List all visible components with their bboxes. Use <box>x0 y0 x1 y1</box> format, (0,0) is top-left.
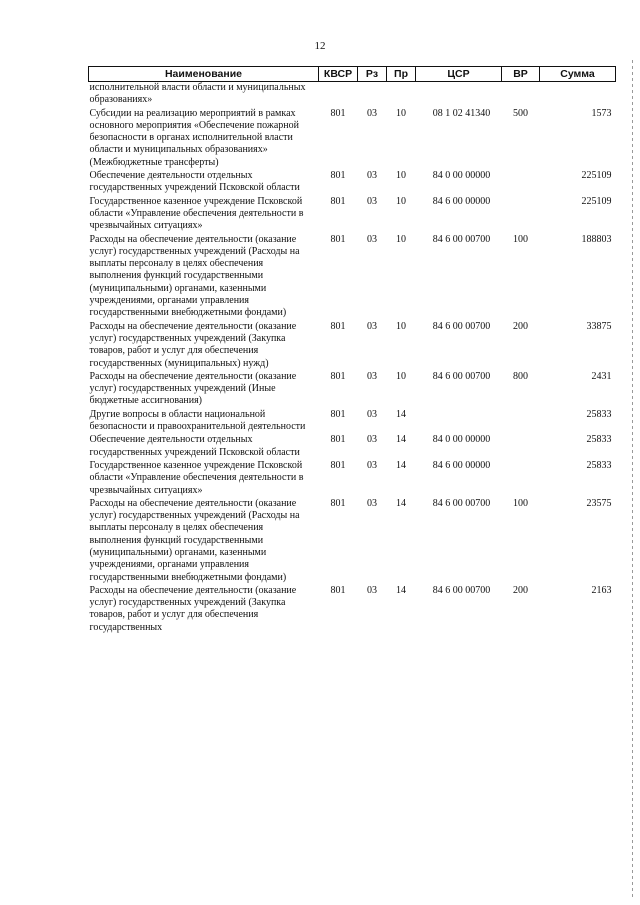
row-name: Субсидии на реализацию мероприятий в рамках основного мероприятия «Обеспечение пожарной безопасности в органах исполнительной власти области и муниципальных образованиях» (Межбюджетные трансферты) <box>89 107 299 168</box>
row-csr <box>416 409 502 435</box>
row-rz: 03 <box>367 320 377 332</box>
row-sum: 25833 <box>586 459 612 471</box>
row-csr: 84 6 00 00700 <box>432 584 491 596</box>
row-kvsr: 801 <box>330 107 346 119</box>
row-sum: 25833 <box>586 434 612 446</box>
row-csr: 84 6 00 00700 <box>432 497 491 509</box>
row-kvsr: 801 <box>330 320 346 332</box>
table-body <box>89 82 616 636</box>
page-number: 12 <box>314 40 326 52</box>
row-vr: 800 <box>513 370 528 382</box>
row-name: Расходы на обеспечение деятельности (оказание услуг) государственных учреждений (Расходы на выплаты персоналу в целях обеспечения выполнения функций государственными (муниципальными) органами, казенными учреждениями, органами управления государственными внебюджетными фондами) <box>89 233 300 319</box>
row-kvsr: 801 <box>330 408 346 420</box>
row-csr: 84 0 00 00000 <box>432 170 491 182</box>
table-row <box>89 234 616 321</box>
row-kvsr: 801 <box>330 170 346 182</box>
row-sum: 2431 <box>591 370 612 382</box>
row-rz: 03 <box>367 195 377 207</box>
row-rz: 03 <box>367 107 377 119</box>
row-name: Обеспечение деятельности отдельных государственных учреждений Псковской области <box>89 434 300 458</box>
row-name: Государственное казенное учреждение Псковской области «Управление обеспечения деятельности в чрезвычайных ситуациях» <box>89 459 304 496</box>
row-vr: 100 <box>513 497 528 509</box>
row-pr: 14 <box>396 408 406 420</box>
row-name: Обеспечение деятельности отдельных государственных учреждений Псковской области <box>89 170 300 194</box>
row-sum: 2163 <box>591 584 612 596</box>
row-vr <box>502 196 540 234</box>
row-csr: 84 0 00 00000 <box>432 434 491 446</box>
row-pr <box>387 82 416 108</box>
row-vr: 200 <box>513 584 528 596</box>
row-pr: 10 <box>396 107 406 119</box>
table-row <box>89 82 616 108</box>
row-vr: 100 <box>513 233 528 245</box>
row-pr: 10 <box>396 233 406 245</box>
row-pr: 14 <box>396 459 406 471</box>
row-csr: 84 6 00 00700 <box>432 320 491 332</box>
row-rz: 03 <box>367 370 377 382</box>
row-csr: 84 6 00 00000 <box>432 459 491 471</box>
row-rz <box>358 82 387 108</box>
row-pr: 10 <box>396 170 406 182</box>
row-name: Расходы на обеспечение деятельности (оказание услуг) государственных учреждений (Закупка товаров, работ и услуг для обеспечения государственных (муниципальных) нужд) <box>89 320 297 369</box>
row-sum: 225109 <box>581 195 612 207</box>
row-sum: 33875 <box>586 320 612 332</box>
row-pr: 10 <box>396 195 406 207</box>
table-row <box>89 434 616 460</box>
row-vr <box>502 170 540 196</box>
budget-table <box>88 66 616 635</box>
row-name: Расходы на обеспечение деятельности (оказание услуг) государственных учреждений (Расходы на выплаты персоналу в целях обеспечения выполнения функций государственными (муниципальными) органами, казенными учреждениями, органами управления государственными внебюджетными фондами) <box>89 497 300 583</box>
row-name: Расходы на обеспечение деятельности (оказание услуг) государственных учреждений (Закупка товаров, работ и услуг для обеспечения государственных <box>89 584 297 633</box>
header-kvsr: КВСР <box>319 67 358 82</box>
row-kvsr: 801 <box>330 233 346 245</box>
row-kvsr <box>319 82 358 108</box>
header-pr: Пр <box>387 67 416 82</box>
table-row <box>89 196 616 234</box>
table-row <box>89 498 616 585</box>
row-kvsr: 801 <box>330 434 346 446</box>
row-csr: 84 6 00 00000 <box>432 195 491 207</box>
table-row <box>89 585 616 635</box>
row-name: Другие вопросы в области национальной безопасности и правоохранительной деятельности <box>89 408 306 433</box>
row-name: исполнительной власти области и муниципальных образованиях» <box>89 82 306 106</box>
row-csr: 08 1 02 41340 <box>432 107 491 119</box>
table-row <box>89 321 616 371</box>
row-sum: 1573 <box>591 107 612 119</box>
row-vr: 200 <box>513 320 528 332</box>
row-rz: 03 <box>367 233 377 245</box>
header-vr: ВР <box>502 67 540 82</box>
row-name: Государственное казенное учреждение Псковской области «Управление обеспечения деятельности в чрезвычайных ситуациях» <box>89 195 304 232</box>
row-pr: 14 <box>396 434 406 446</box>
table-row <box>89 170 616 196</box>
row-pr: 14 <box>396 497 406 509</box>
row-vr <box>502 82 540 108</box>
row-rz: 03 <box>367 434 377 446</box>
header-csr: ЦСР <box>416 67 502 82</box>
row-sum: 225109 <box>581 170 612 182</box>
row-rz: 03 <box>367 408 377 420</box>
table-row <box>89 409 616 435</box>
row-kvsr: 801 <box>330 584 346 596</box>
row-vr: 500 <box>513 107 528 119</box>
row-pr: 14 <box>396 584 406 596</box>
row-vr <box>502 434 540 460</box>
table-row <box>89 108 616 170</box>
row-rz: 03 <box>367 170 377 182</box>
row-rz: 03 <box>367 497 377 509</box>
row-sum: 23575 <box>586 497 612 509</box>
table-row <box>89 460 616 498</box>
row-pr: 10 <box>396 320 406 332</box>
header-sum: Сумма <box>540 67 616 82</box>
row-kvsr: 801 <box>330 195 346 207</box>
row-pr: 10 <box>396 370 406 382</box>
row-name: Расходы на обеспечение деятельности (оказание услуг) государственных учреждений (Иные бюджетные ассигнования) <box>89 370 297 407</box>
row-vr <box>502 460 540 498</box>
row-sum <box>540 82 616 108</box>
table-header-row <box>89 67 616 82</box>
row-vr <box>502 409 540 435</box>
row-kvsr: 801 <box>330 370 346 382</box>
row-sum: 188803 <box>581 233 612 245</box>
row-csr: 84 6 00 00700 <box>432 233 491 245</box>
row-csr <box>416 82 502 108</box>
scan-edge-line <box>632 60 633 900</box>
header-rz: Рз <box>358 67 387 82</box>
header-name: Наименование <box>89 67 319 82</box>
row-rz: 03 <box>367 459 377 471</box>
table-row <box>89 371 616 409</box>
row-kvsr: 801 <box>330 497 346 509</box>
row-sum: 25833 <box>586 408 612 420</box>
row-rz: 03 <box>367 584 377 596</box>
row-csr: 84 6 00 00700 <box>432 370 491 382</box>
row-kvsr: 801 <box>330 459 346 471</box>
